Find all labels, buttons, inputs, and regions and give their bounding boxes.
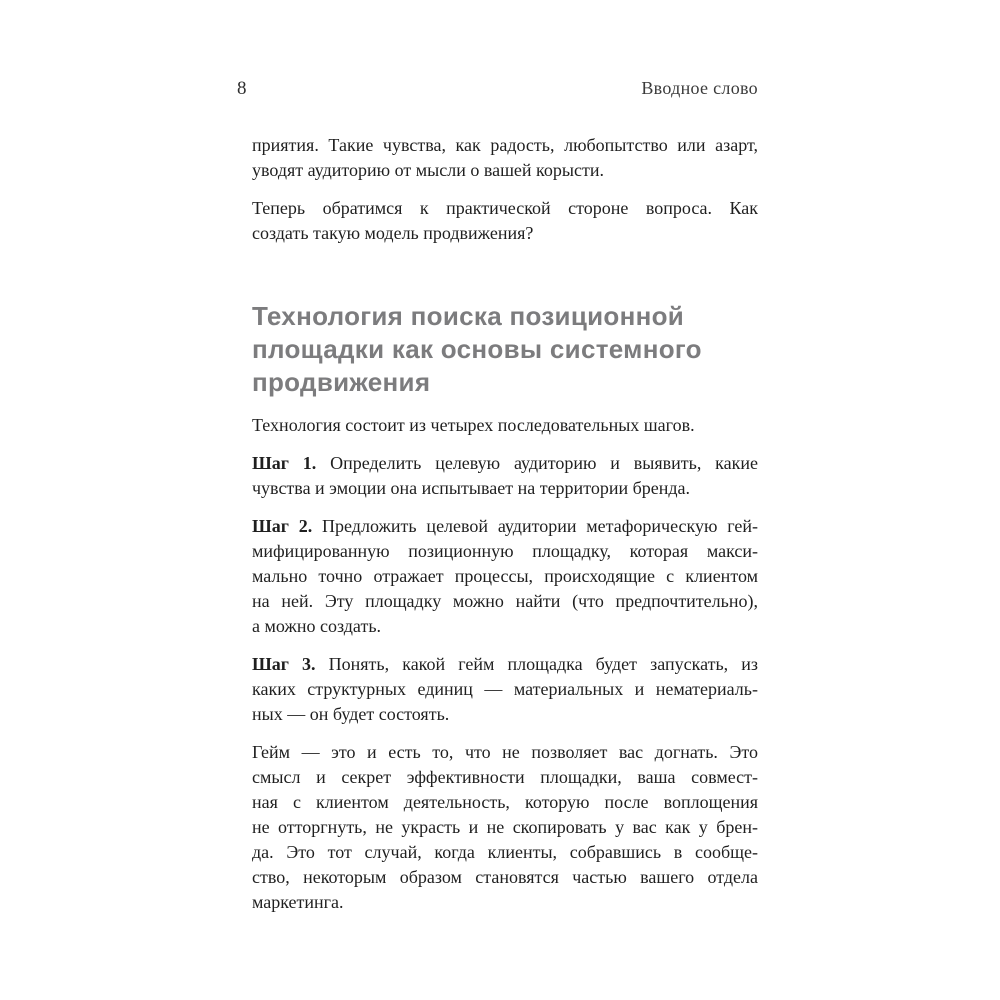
text-line: каких структурных единиц — материальных и нематериаль- <box>252 679 758 699</box>
page-number: 8 <box>237 78 247 99</box>
paragraph <box>252 413 758 438</box>
section-heading <box>252 300 758 399</box>
heading-line: продвижения <box>252 367 431 397</box>
heading-line: Технология поиска позиционной <box>252 301 685 331</box>
text-line: маркетинга. <box>252 892 344 912</box>
text-line: мифицированную позиционную площадку, которая макси- <box>252 541 758 561</box>
text-line: Технология состоит из четырех последовательных шагов. <box>252 415 695 435</box>
heading-line: площадки как основы системного <box>252 334 702 364</box>
paragraph <box>252 451 758 501</box>
text-line: чувства и эмоции она испытывает на территории бренда. <box>252 478 691 498</box>
step-label: Шаг 3. <box>252 654 316 674</box>
text-line: уводят аудиторию от мысли о вашей корысти. <box>252 160 604 180</box>
text-line: на ней. Эту площадку можно найти (что предпочтительно), <box>252 591 758 611</box>
text-line: смысл и секрет эффективности площадки, ваша совмест- <box>252 767 758 787</box>
text-line: да. Это тот случай, когда клиенты, собравшись в сообще- <box>252 842 758 862</box>
text-line: ных — он будет состоять. <box>252 704 450 724</box>
text-line: Шаг 3. Понять, какой гейм площадка будет запускать, из <box>252 654 758 674</box>
text-line: Шаг 1. Определить целевую аудиторию и выявить, какие <box>252 453 758 473</box>
paragraph <box>252 196 758 246</box>
text-line: ная с клиентом деятельность, которую после воплощения <box>252 792 758 812</box>
paragraph <box>252 652 758 727</box>
step-label: Шаг 2. <box>252 516 313 536</box>
page-content <box>252 133 758 928</box>
paragraph <box>252 514 758 639</box>
text-line: приятия. Такие чувства, как радость, любопытство или азарт, <box>252 135 758 155</box>
text-line: Гейм — это и есть то, что не позволяет вас догнать. Это <box>252 742 758 762</box>
text-line: ство, некоторым образом становятся частью вашего отдела <box>252 867 758 887</box>
running-head <box>237 78 758 100</box>
step-label: Шаг 1. <box>252 453 317 473</box>
paragraph <box>252 740 758 915</box>
text-line: а можно создать. <box>252 616 382 636</box>
paragraph <box>252 133 758 183</box>
text-line: Шаг 2. Предложить целевой аудитории метафорическую гей- <box>252 516 758 536</box>
text-line: создать такую модель продвижения? <box>252 223 534 243</box>
running-title: Вводное слово <box>641 78 758 98</box>
text-line: Теперь обратимся к практической стороне вопроса. Как <box>252 198 758 218</box>
text-line: не отторгнуть, не украсть и не скопировать у вас как у брен- <box>252 817 758 837</box>
text-line: мально точно отражает процессы, происходящие с клиентом <box>252 566 758 586</box>
